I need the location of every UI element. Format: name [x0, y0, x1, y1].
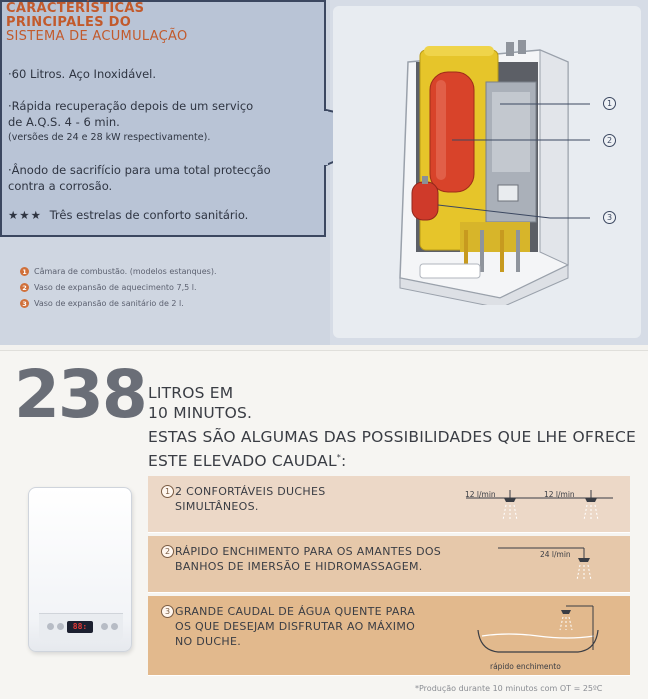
legend-item: 3 Vaso de expansão de sanitário de 2 l.	[20, 299, 184, 308]
bathtub-icon	[468, 600, 618, 662]
boiler-knob	[101, 623, 108, 630]
headline-line-4: ESTE ELEVADO CAUDAL*:	[148, 452, 347, 471]
boiler-display: 88:	[67, 621, 93, 633]
row-text: RÁPIDO ENCHIMENTO PARA OS AMANTES DOS BANHOS DE IMERSÃO E HIDROMASSAGEM.	[175, 545, 442, 573]
boiler-control-panel	[39, 613, 123, 641]
headline-line-2: 10 MINUTOS.	[148, 404, 253, 422]
flow-label: 24 l/min	[540, 550, 571, 559]
bathtub-caption: rápido enchimento	[490, 662, 561, 671]
boiler-knob	[57, 623, 64, 630]
callout-number: 1	[603, 97, 616, 110]
legend-item: 2 Vaso de expansão de aquecimento 7,5 l.	[20, 283, 197, 292]
boiler-knob	[111, 623, 118, 630]
callout-number: 2	[603, 134, 616, 147]
callout-number: 3	[603, 211, 616, 224]
headline-line-1: LITROS EM	[148, 384, 234, 402]
heading-line-2: PRINCIPALES DO	[6, 15, 132, 30]
star-icons: ★★★	[8, 208, 42, 222]
feature-item: ★★★ Três estrelas de conforto sanitário.	[8, 208, 249, 222]
boiler-knob	[47, 623, 54, 630]
single-shower-icon	[496, 538, 616, 588]
headline-line-3: ESTAS SÃO ALGUMAS DAS POSSIBILIDADES QUE LHE OFRECE	[148, 428, 636, 446]
row-number: 3	[161, 605, 174, 618]
two-shower-icon	[458, 480, 623, 530]
big-number: 238	[14, 356, 146, 433]
boiler-product-image	[28, 487, 132, 652]
heading-line-3: SISTEMA DE ACUMULAÇÃO	[6, 29, 188, 44]
features-box	[0, 0, 326, 237]
flow-label: 12 l/min	[544, 490, 575, 499]
footnote: *Produção durante 10 minutos com OT = 25ºC	[415, 684, 603, 693]
legend-item: 1 Câmara de combustão. (modelos estanques).	[20, 267, 216, 276]
feature-item: ·Rápida recuperação depois de um serviço de A.Q.S. 4 - 6 min. (versões de 24 e 28 kW respectivamente).	[8, 99, 254, 143]
benefit-row	[148, 596, 630, 676]
row-number: 2	[161, 545, 174, 558]
benefit-row	[148, 536, 630, 593]
feature-item: ·Ânodo de sacrifício para uma total protecção contra a corrosão.	[8, 163, 271, 193]
heading-line-1: CARACTERÍSTICAS	[6, 1, 145, 16]
row-number: 1	[161, 485, 174, 498]
row-text: GRANDE CAUDAL DE ÁGUA QUENTE PARA OS QUE DESEJAM DISFRUTAR AO MÁXIMO NO DUCHE.	[175, 605, 416, 648]
row-text: 2 CONFORTÁVEIS DUCHES SIMULTÂNEOS.	[175, 485, 326, 513]
flow-label: 12 l/min	[465, 490, 496, 499]
feature-item: ·60 Litros. Aço Inoxidável.	[8, 67, 156, 81]
benefit-row	[148, 476, 630, 533]
features-heading	[6, 2, 306, 44]
boiler-cutaway-illustration	[390, 40, 590, 305]
